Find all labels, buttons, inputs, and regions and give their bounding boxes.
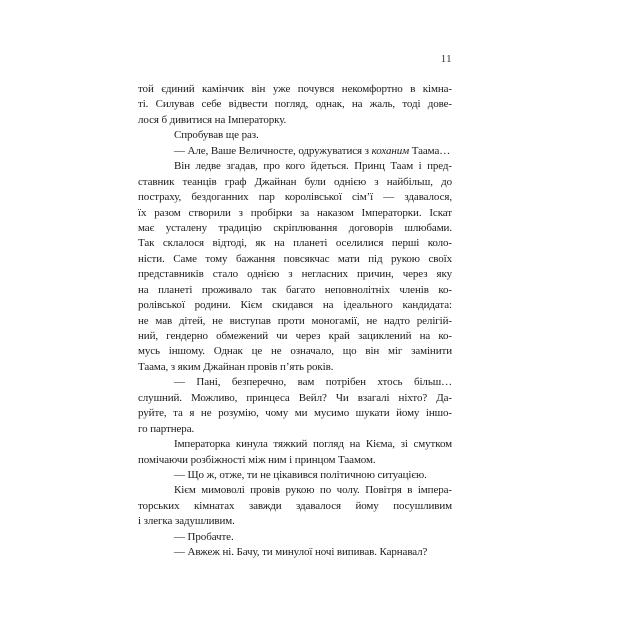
text-line: руйте, та я не розумію, чому ми мусимо шукати йому іншо- bbox=[138, 407, 452, 420]
text-line: не мав дітей, не виступав проти моногамії, не надто релігій- bbox=[138, 314, 452, 327]
text-line: їх разом створили з пробірки за наказом Імператорки. Іскат bbox=[138, 206, 452, 219]
text-line: ролівської родини. Кієм скидався на ідеального кандидата: bbox=[138, 299, 452, 312]
text-line: Кієм мимоволі провів рукою по чолу. Повітря в імпера- bbox=[174, 484, 452, 497]
page-number: 11 bbox=[440, 54, 452, 65]
text-line: Таама, з яким Джайнан провів п’ять років. bbox=[138, 360, 334, 373]
text-line: той єдиний камінчик він уже почувся некомфортно в кімна- bbox=[138, 83, 452, 95]
text-line: помічаючи розбіжності між ним і принцом Таамом. bbox=[138, 453, 376, 466]
text-line: — Пані, безперечно, вам потрібен хтось більш… bbox=[174, 376, 452, 389]
text-line: го партнера. bbox=[138, 422, 195, 435]
text-line: — Що ж, отже, ти не цікавився політичною ситуацією. bbox=[174, 468, 427, 481]
text-line: на планеті проживало так багато неповнолітніх членів ко- bbox=[138, 283, 452, 296]
text-line: ті. Силував себе відвести погляд, однак, на жаль, тоді дове- bbox=[138, 98, 452, 111]
text-line: слушний. Можливо, принцеса Вейл? Чи взагалі ніхто? Да- bbox=[138, 391, 452, 404]
text-line: ний, гендерно обмежений чи через край зациклений на ко- bbox=[138, 330, 452, 342]
text-line: — Але, Ваше Величносте, одружуватися з коханим Таама… bbox=[174, 144, 451, 157]
text-line: мусь іншому. Однак це не означало, що він міг замінити bbox=[138, 345, 452, 358]
text-line: — Авжеж ні. Бачу, ти минулої ночі випивав. Карнавал? bbox=[174, 546, 428, 559]
text-line: і злегка задушливим. bbox=[138, 515, 235, 528]
text-line: ністи. Саме тому бажання повсякчас мати під рукою своїх bbox=[138, 252, 452, 265]
text-line: Він ледве згадав, про кого йдеться. Принц Таам і пред- bbox=[174, 160, 452, 173]
text-line: постраху, бездоганних пар королівської сім’ї — здавалося, bbox=[138, 191, 452, 204]
text-line: — Пробачте. bbox=[174, 530, 234, 543]
body-text bbox=[138, 82, 452, 561]
text-line: ставник теанців граф Джайнан були однією з найбільш, до bbox=[138, 175, 452, 188]
text-line: має усталену традицію скріплювання договорів шлюбами. bbox=[138, 221, 452, 234]
text-line: Імператорка кинула тяжкий погляд на Кієма, зі смутком bbox=[174, 438, 452, 451]
text-line: Спробував ще раз. bbox=[174, 129, 259, 142]
text-line: Так склалося відтоді, як на планеті оселилися перші коло- bbox=[138, 237, 452, 250]
text-line: представників стало однією з негласних причин, через яку bbox=[138, 268, 452, 281]
text-line: лося б дивитися на Імператорку. bbox=[138, 113, 287, 126]
text-line: торських кімнатах завжди здавалося йому посушливим bbox=[138, 499, 452, 512]
